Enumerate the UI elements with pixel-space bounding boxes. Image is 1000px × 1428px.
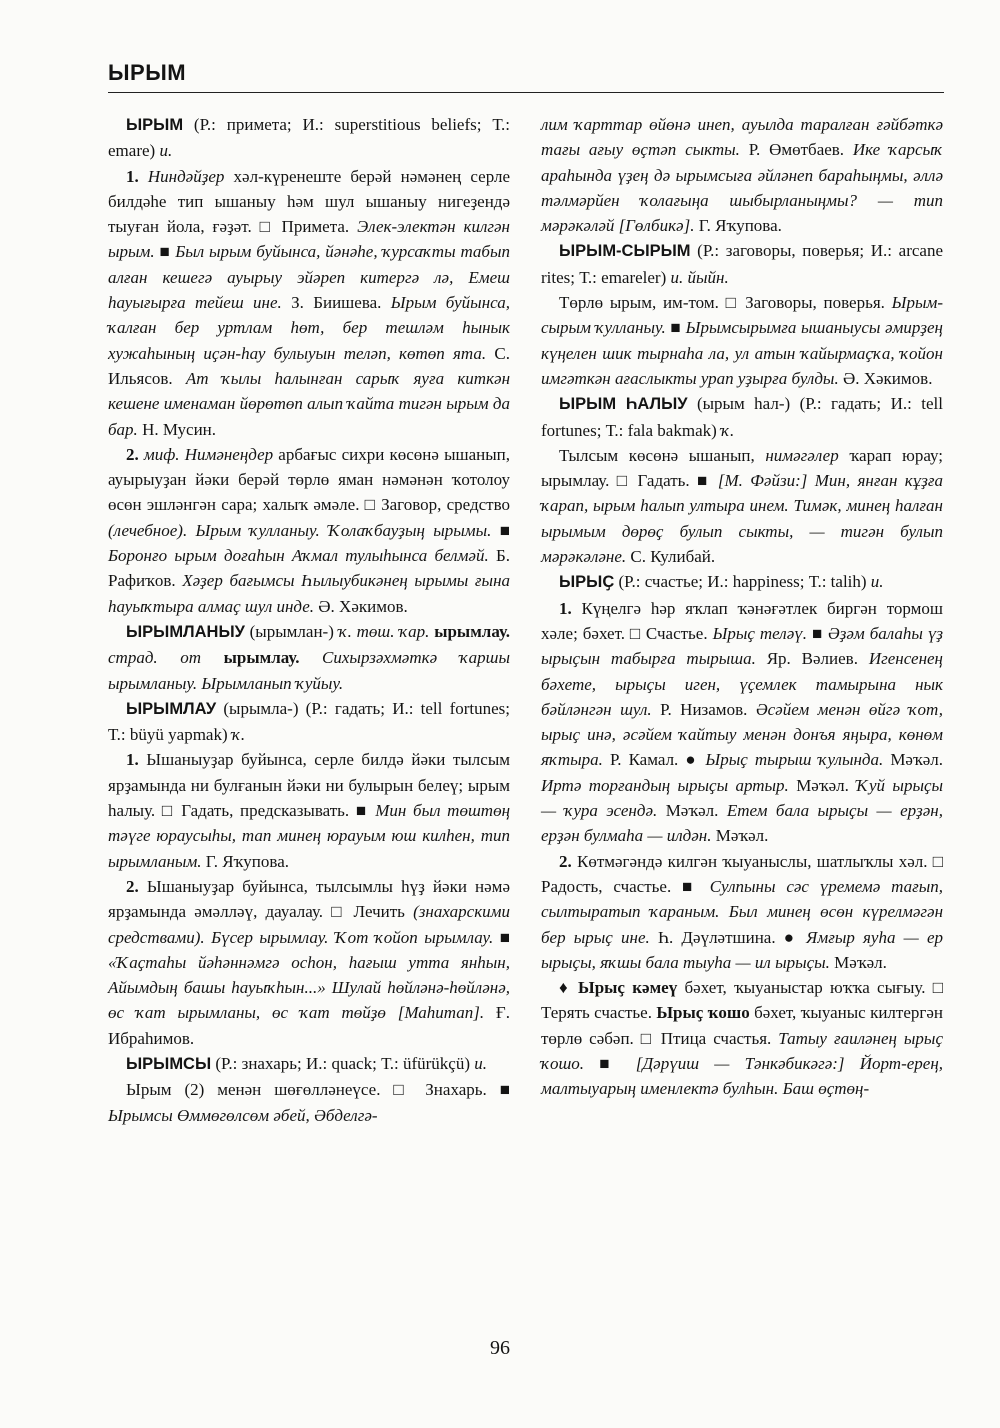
sense-2-yrys: 2. Көтмәгәндә килгән ҡыуаныслы, шатлыҡлы хәл. □ Радость, счастье. ■ Сулпыны сәс үремемә тағып, сылтыратып ҡараным. Был минең өсөн күрелмәгән бер ырыҫ ине. Һ. Дәүләтшина. ● Ямғыр яуһа — ер ырыҫы, яҡшы бала тыуһа — ил ырыҫы. Мәҡәл. (541, 851, 943, 972)
entry-headword-yrymsy: ЫРЫМСЫ (Р.: знахарь; И.: quack; Т.: üfürükçü) и. (126, 1053, 488, 1073)
definition-yrym-syrym: Төрлө ырым, им-том. □ Заговоры, поверья. Ырым-сырым ҡулланыу. ■ Ырымсырымға ышаныусы әмирҙең күңелен шик тырнаһа ла, ул атын ҡайырмаҫҡа, ҡойон имгәткән ағаслыкты урап уҙырға булды. Ә. Хәкимов. (541, 293, 943, 388)
left-column (108, 112, 510, 1128)
page-number: 96 (490, 1337, 510, 1359)
sense-1-yrymlau: 1. Ышаныуҙар буйынса, серле билдә йәки тылсым ярҙамында ни булғанын йәки ни булырын белеү; ырым һалыу. □ Гадать, предсказывать. ■ Мин был төштөң тәүге юраусыһы, тап минең юрауым юш килһен, тип ырымланым. Г. Яҡупова. (108, 750, 511, 871)
entry-headword-yrys: ЫРЫҪ (Р.: счастье; И.: happiness; Т.: talih) и. (559, 572, 884, 592)
definition-yrymsy: Ырым (2) менән шөғөлләнеүсе. □ Знахарь. ■ Ырымсы Өммөгөлсөм әбей, Әбделгә- (108, 1080, 510, 1125)
sense-2-yrymlau: 2. Ышаныуҙар буйынса, тылсымлы һүҙ йәки нәмә ярҙамында әмәлләү, дауалау. □ Лечить (знахарскими средствами). Бүсер ырымлау. Ҡот ҡойоп ырымлау. ■ «Ҡаҫтаһы йәһәннәмгә осһон, һағыш утта янһын, Айымдың башы һауыҡһын...» Шулай һөйләнә-һөйләнә, өс ҡат ырымланы, өс ҡат төйҙө [Маһитап]. Ғ. Ибраһимов. (108, 876, 511, 1048)
running-head: ЫРЫМ (108, 60, 187, 85)
continued-example: лим ҡарттар өйөнә инеп, ауылда таралған ғәйбәткә тағы ағыу өҫтәп сыкты. Р. Өмөтбаев. Ике ҡарсыҡ араһында үҙең дә ырымсыға әйләнеп бараһыңмы, әллә тәлмәрйен ҡолағыңа шыбырланыңмы? — тип мәрәкәләй [Гөлбикә]. Г. Яҡупова. (541, 115, 943, 236)
entry-headword-yrym: ЫРЫМ (Р.: примета; И.: superstitious beliefs; Т.: emare) и. (108, 115, 510, 161)
sense-2-yrym: 2. миф. Нимәнеңдер арбағыс сихри көсөнә ышанып, ауырыуҙан йәки берәй төрлө яман нәмәнән ҡотолоу өсөн эшләнгән сара; халыҡ әмәле. □ Заговор, средство (лечебное). Ырым ҡулланыу. Ҡолаҡбауҙың ырымы. ■ Боронғо ырым доғаһын Аҡмал тулыһынса белмәй. Б. Рафиҡов. Хәҙер бағымсы Һылыубикәнең ырымы ғына һауыҡтыра алмаҫ шул инде. Ә. Хәкимов. (108, 444, 510, 616)
sense-1-yrym: 1. Ниндәйҙер хәл-күренеште берәй нәмәнең серле билдәһе тип ышаныу һәм шул ышаныу нигеҙендә тыуған йола, ғәҙәт. □ Примета. Элек-электән килгән ырым. ■ Был ырым буйынса, йәнәһе, ҡурсаҡты табып алған кешегә ауырыу эйәреп китергә лә, Емеш һауығырға тейеш ине. З. Биишева. Ырым буйынса, ҡалған бер уртлам һөт, бер тешләм һынык хужаһының иҫән-һау булыуын теләп, көтөп ята. С. Ильясов. Ат ҡылы һалынған сарыҡ яуға киткән кешене именаман йөрөтөп алып ҡайта тигән ырым да бар. Н. Мусин. (108, 166, 511, 439)
entry-headword-yrymlau: ЫРЫМЛАУ (ырымла-) (Р.: гадать; И.: tell fortunes; Т.: büyü yapmak) ҡ. (108, 698, 510, 745)
idioms-yrys: ♦ Ырыҫ кәмеү бәхет, ҡыуаныстар юҡҡа сығыу. □ Терять счастье. Ырыҫ ҡошо бәхет, ҡыуаныс килтергән төрлө сәбәп. □ Птица счастья. Татыу ғаиләнең ырыҫ ҡошо. ■ [Дәрүиш — Тәнкәбикәгә:] Йорт-ерең, малтыуарың именлектә булһын. Баш өҫтөң- (541, 978, 944, 1099)
entry-headword-yrym-syrym: ЫРЫМ-СЫРЫМ (Р.: заговоры, поверья; И.: arcane rites; Т.: emareler) и. йыйн. (541, 241, 943, 287)
sense-1-yrys: 1. Күңелгә һәр яҡлап ҡәнәғәтлек биргән тормош хәле; бәхет. □ Счастье. Ырыҫ теләү. ■ Әҙәм балаһы үҙ ырыҫын табырға тырыша. Яр. Вәлиев. Игенсенең бәхете, ырыҫы иген, үҫемлек тамырына нык бәйләнгән шул. Р. Низамов. Әсәйем менән өйгә ҡот, ырыҫ инә, әсәйем ҡайтыу менән донъя яңыра, көнөм яҡтыра. Р. Камал. ● Ырыҫ тырыш ҡулында. Мәҡәл. Иртә торғандың ырыҫы артыр. Мәҡәл. Ҡуй ырыҫы — ҡура эсендә. Мәҡәл. Етем бала ырыҫы — ерҙән, ерҙән булмаһа — илдән. Мәҡәл. (541, 598, 944, 846)
entry-headword-yrym-halyu: ЫРЫМ ҺАЛЫУ (ырым һал-) (Р.: гадать; И.: tell fortunes; Т.: fala bakmak) ҡ. (541, 394, 943, 440)
right-column (541, 112, 943, 1102)
entry-yrymlanyu: ЫРЫМЛАНЫУ (ырымлан-) ҡ. төш. ҡар. ырымлау. страд. от ырымлау. Сихырзәхмәткә ҡаршы ырымланыу. Ырымланып ҡуйыу. (108, 621, 511, 693)
definition-yrym-halyu: Тылсым көсөнә ышанып, нимәгәлер ҡарап юрау; ырымлау. □ Гадать. ■ [М. Фәйзи:] Мин, янған кұҙға ҡарап, ырым һалып ултыра инем. Тимәк, минең һалған ырымым дөрөҫ булып сыкты, — тигән булып мәрәкәләне. С. Кулибай. (541, 445, 943, 567)
header-rule (108, 92, 944, 93)
